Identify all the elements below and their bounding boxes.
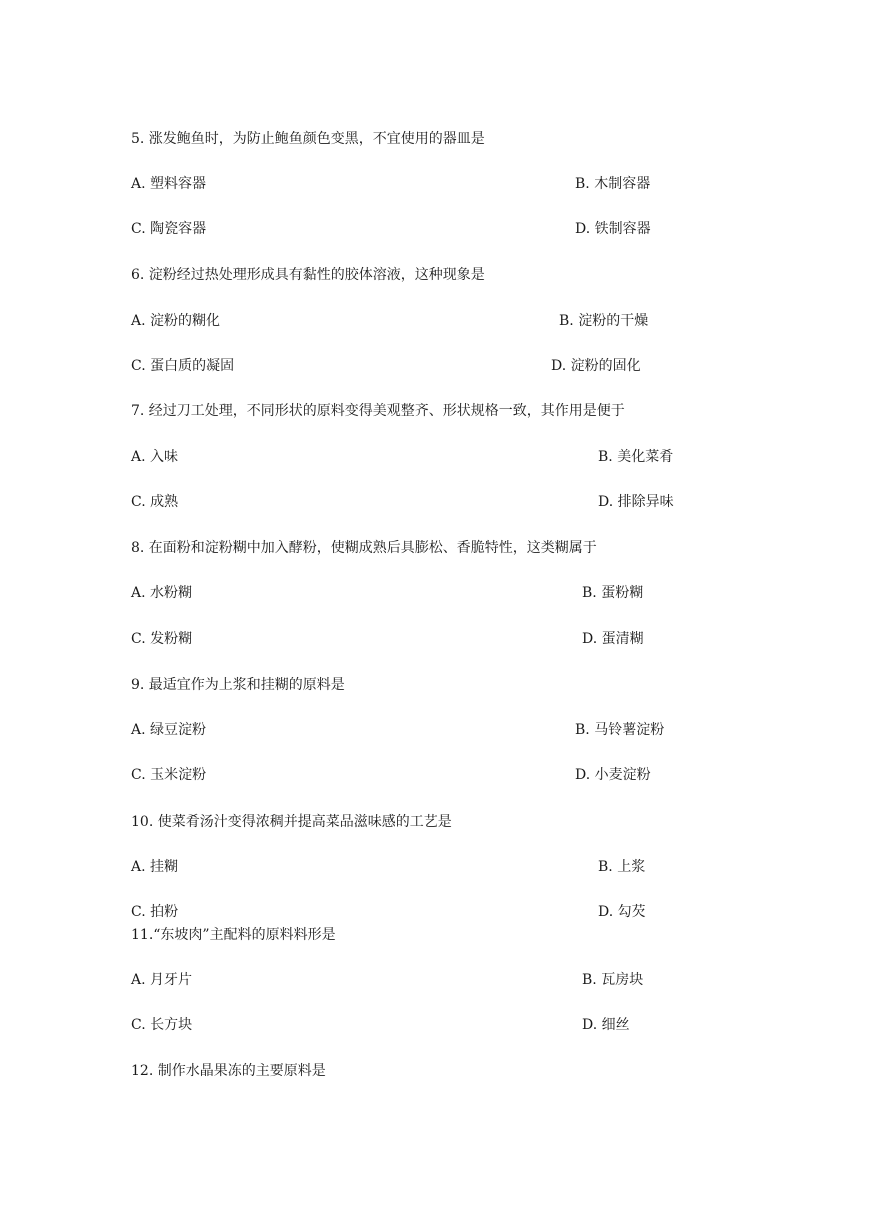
question-11-option-c: C. 长方块 xyxy=(131,1017,193,1033)
question-9-option-b: B. 马铃薯淀粉 xyxy=(575,722,665,738)
question-6-option-d: D. 淀粉的固化 xyxy=(551,358,641,374)
question-7-option-d: D. 排除异味 xyxy=(598,494,674,510)
question-7-option-a: A. 入味 xyxy=(131,449,179,465)
question-11-option-a: A. 月牙片 xyxy=(131,972,193,988)
question-11-stem: 11.“东坡肉”主配料的原料料形是 xyxy=(131,927,336,943)
question-5-option-c: C. 陶瓷容器 xyxy=(131,221,207,237)
question-8-option-a: A. 水粉糊 xyxy=(131,585,193,601)
question-10-option-d: D. 勾芡 xyxy=(598,904,646,920)
question-9-option-a: A. 绿豆淀粉 xyxy=(131,722,207,738)
question-11-option-d: D. 细丝 xyxy=(582,1017,630,1033)
question-6-option-b: B. 淀粉的干燥 xyxy=(559,313,649,329)
question-9-stem: 9. 最适宜作为上浆和挂糊的原料是 xyxy=(131,677,345,693)
question-8-option-d: D. 蛋清糊 xyxy=(582,631,644,647)
question-5-option-d: D. 铁制容器 xyxy=(575,221,651,237)
question-10-option-a: A. 挂糊 xyxy=(131,859,179,875)
question-9-option-d: D. 小麦淀粉 xyxy=(575,767,651,783)
question-5-option-b: B. 木制容器 xyxy=(575,176,651,192)
question-11-option-b: B. 瓦房块 xyxy=(582,972,644,988)
question-6-option-c: C. 蛋白质的凝固 xyxy=(131,358,235,374)
question-10-option-c: C. 拍粉 xyxy=(131,904,179,920)
question-7-option-b: B. 美化菜肴 xyxy=(598,449,674,465)
question-8-option-b: B. 蛋粉糊 xyxy=(582,585,644,601)
question-6-option-a: A. 淀粉的糊化 xyxy=(131,313,221,329)
question-5-option-a: A. 塑料容器 xyxy=(131,176,207,192)
question-7-option-c: C. 成熟 xyxy=(131,494,179,510)
question-9-option-c: C. 玉米淀粉 xyxy=(131,767,207,783)
question-6-stem: 6. 淀粉经过热处理形成具有黏性的胶体溶液，这种现象是 xyxy=(131,267,485,283)
question-12-stem: 12. 制作水晶果冻的主要原料是 xyxy=(131,1063,326,1079)
question-10-stem: 10. 使菜肴汤汁变得浓稠并提高菜品滋味感的工艺是 xyxy=(131,814,452,830)
question-7-stem: 7. 经过刀工处理，不同形状的原料变得美观整齐、形状规格一致，其作用是便于 xyxy=(131,403,625,419)
question-10-option-b: B. 上浆 xyxy=(598,859,646,875)
question-8-stem: 8. 在面粉和淀粉糊中加入酵粉，使糊成熟后具膨松、香脆特性，这类糊属于 xyxy=(131,540,597,556)
question-8-option-c: C. 发粉糊 xyxy=(131,631,193,647)
question-5-stem: 5. 涨发鲍鱼时，为防止鲍鱼颜色变黑，不宜使用的器皿是 xyxy=(131,131,485,147)
